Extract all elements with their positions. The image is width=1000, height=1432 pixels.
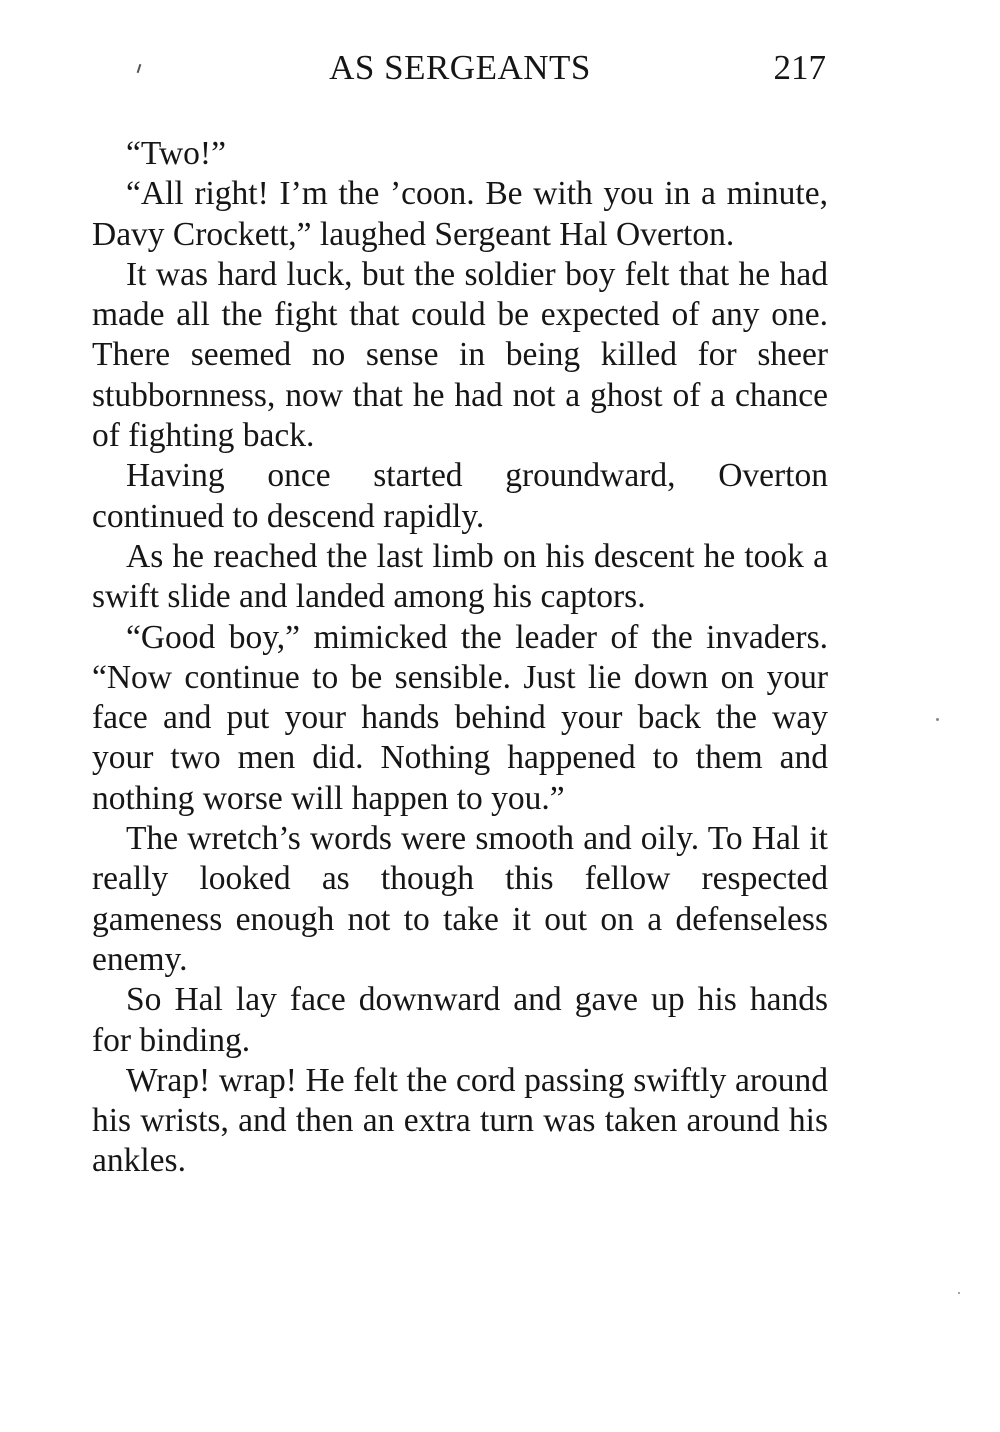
paragraph-4: Having once started groundward, Overton continued to descend rapidly. (92, 457, 828, 535)
running-head: AS SERGEANTS (329, 48, 591, 87)
scan-speck (958, 1292, 960, 1294)
paragraph-3: It was hard luck, but the soldier boy felt that he had made all the fight that could be expected of any one. There seemed no sense in being killed for sheer stubbornness, now that he had not a ghost of a chance of fighting back. (92, 255, 828, 455)
paragraph-2: “All right! I’m the ’coon. Be with you in a minute, Davy Crockett,” laughed Sergeant Hal Overton. (92, 175, 828, 253)
paragraph-1: “Two!” (126, 135, 226, 172)
page-number: 217 (773, 48, 826, 87)
scan-speck (936, 718, 939, 721)
body-text (92, 134, 828, 1182)
paragraph-6: “Good boy,” mimicked the leader of the invaders. “Now continue to be sensible. Just lie down on your face and put your hands behind your back the way your two men did. Nothing happened to them and nothing worse will happen to you.” (92, 618, 828, 817)
paragraph-7: The wretch’s words were smooth and oily. To Hal it really looked as though this fellow respected gameness enough not to take it out on a defenseless enemy. (92, 820, 828, 978)
page-header (92, 44, 828, 92)
paragraph-8: So Hal lay face downward and gave up his hands for binding. (92, 981, 828, 1059)
paragraph-9: Wrap! wrap! He felt the cord passing swiftly around his wrists, and then an extra turn was taken around his ankles. (92, 1061, 828, 1180)
paragraph-5: As he reached the last limb on his descent he took a swift slide and landed among his captors. (92, 537, 828, 616)
